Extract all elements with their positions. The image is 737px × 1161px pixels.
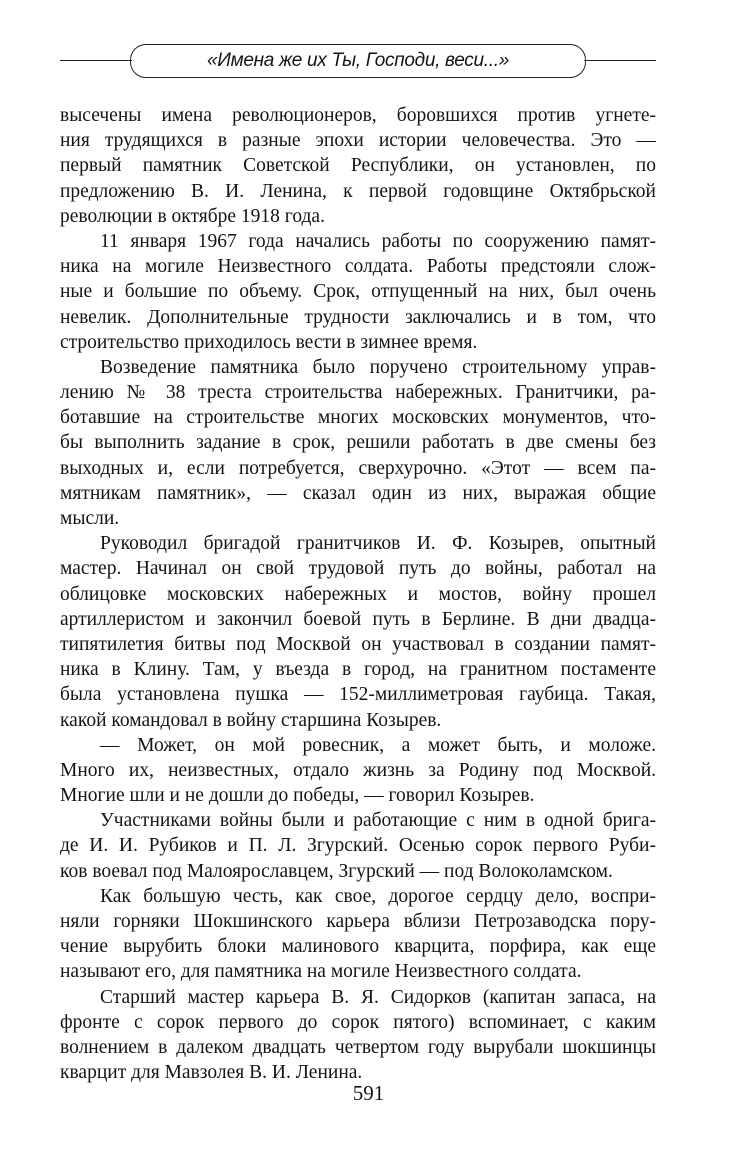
text-line: выходных и, если потребуется, сверхурочно. «Этот — всем па-: [60, 457, 656, 479]
text-line: ков воевал под Малоярославцем, Згурский — под Волоколамском.: [60, 860, 613, 882]
text-line: — Может, он мой ровесник, а может быть, и моложе.: [100, 734, 656, 756]
text-line: лению № 38 треста строительства набережных. Гранитчики, ра-: [60, 382, 656, 404]
header-rule-right: [584, 60, 656, 61]
paragraph: [60, 355, 656, 531]
text-line: облицовке московских набережных и мостов, войну прошел: [60, 583, 656, 605]
running-header: [60, 44, 656, 78]
text-line: 11 января 1967 года начались работы по сооружению памят-: [100, 230, 656, 252]
text-line: революции в октябре 1918 года.: [60, 205, 325, 227]
header-rule-left: [60, 60, 132, 61]
text-line: Возведение памятника было поручено строительному управ-: [100, 356, 656, 378]
text-line: Старший мастер карьера В. Я. Сидорков (капитан запаса, на: [100, 986, 656, 1008]
text-line: Много их, неизвестных, отдало жизнь за Родину под Москвой.: [60, 759, 656, 781]
text-line: фронте с сорок первого до сорок пятого) вспоминает, с каким: [60, 1011, 656, 1033]
paragraph: [60, 985, 656, 1086]
text-line: Участниками войны были и работающие с ним в одной брига-: [100, 810, 656, 832]
text-line: Как большую честь, как свое, дорогое сердцу дело, воспри-: [100, 885, 656, 907]
text-line: бы выполнить задание в срок, решили работать в две смены без: [60, 432, 656, 454]
paragraph: [60, 808, 656, 884]
text-line: первый памятник Советской Республики, он установлен, по: [60, 155, 656, 177]
text-line: артиллеристом и закончил боевой путь в Берлине. В дни двадца-: [60, 608, 656, 630]
body-text: [60, 103, 656, 1085]
paragraph: [60, 229, 656, 355]
text-line: какой командовал в войну старшина Козырев.: [60, 709, 442, 731]
text-line: ника на могиле Неизвестного солдата. Работы предстояли слож-: [60, 256, 656, 278]
text-line: называют его, для памятника на могиле Неизвестного солдата.: [60, 961, 582, 983]
page-number: 591: [352, 1081, 385, 1105]
text-line: няли горняки Шокшинского карьера вблизи Петрозаводска пору-: [60, 911, 656, 932]
text-line: волнением в далеком двадцать четвертом году вырубали шокшинцы: [60, 1036, 656, 1058]
text-line: кварцит для Мавзолея В. И. Ленина.: [60, 1062, 363, 1084]
text-line: де И. И. Рубиков и П. Л. Згурский. Осенью сорок первого Руби-: [60, 835, 656, 857]
running-title: «Имена же их Ты, Господи, веси...»: [130, 44, 586, 78]
paragraph: [60, 733, 656, 809]
text-line: предложению В. И. Ленина, к первой годовщине Октябрьской: [60, 180, 656, 202]
text-line: мастер. Начинал он свой трудовой путь до войны, работал на: [60, 558, 656, 580]
text-line: ника в Клину. Там, у въезда в город, на гранитном постаменте: [60, 659, 656, 681]
text-line: мятникам памятник», — сказал один из них, выражая общие: [60, 482, 656, 504]
text-line: Руководил бригадой гранитчиков И. Ф. Козырев, опытный: [100, 533, 656, 555]
text-line: ные и большие по объему. Срок, отпущенный на них, был очень: [60, 281, 656, 303]
text-line: строительство приходилось вести в зимнее время.: [60, 331, 478, 353]
paragraph: [60, 884, 656, 985]
text-line: ботавшие на строительстве многих московских монументов, что-: [60, 407, 656, 429]
text-line: Многие шли и не дошли до победы, — говорил Козырев.: [60, 785, 535, 807]
text-line: ния трудящихся в разные эпохи истории человечества. Это —: [60, 130, 656, 152]
text-line: высечены имена революционеров, боровшихся против угнете-: [60, 105, 656, 126]
text-line: типятилетия битвы под Москвой он участвовал в создании памят-: [60, 633, 656, 655]
paragraph: [60, 103, 656, 229]
text-line: была установлена пушка — 152-миллиметровая гаубица. Такая,: [60, 684, 656, 706]
text-line: невелик. Дополнительные трудности заключались и в том, что: [60, 306, 656, 328]
text-line: мысли.: [60, 508, 120, 529]
paragraph: [60, 531, 656, 733]
text-line: чение вырубить блоки малинового кварцита, порфира, как еще: [60, 936, 656, 958]
